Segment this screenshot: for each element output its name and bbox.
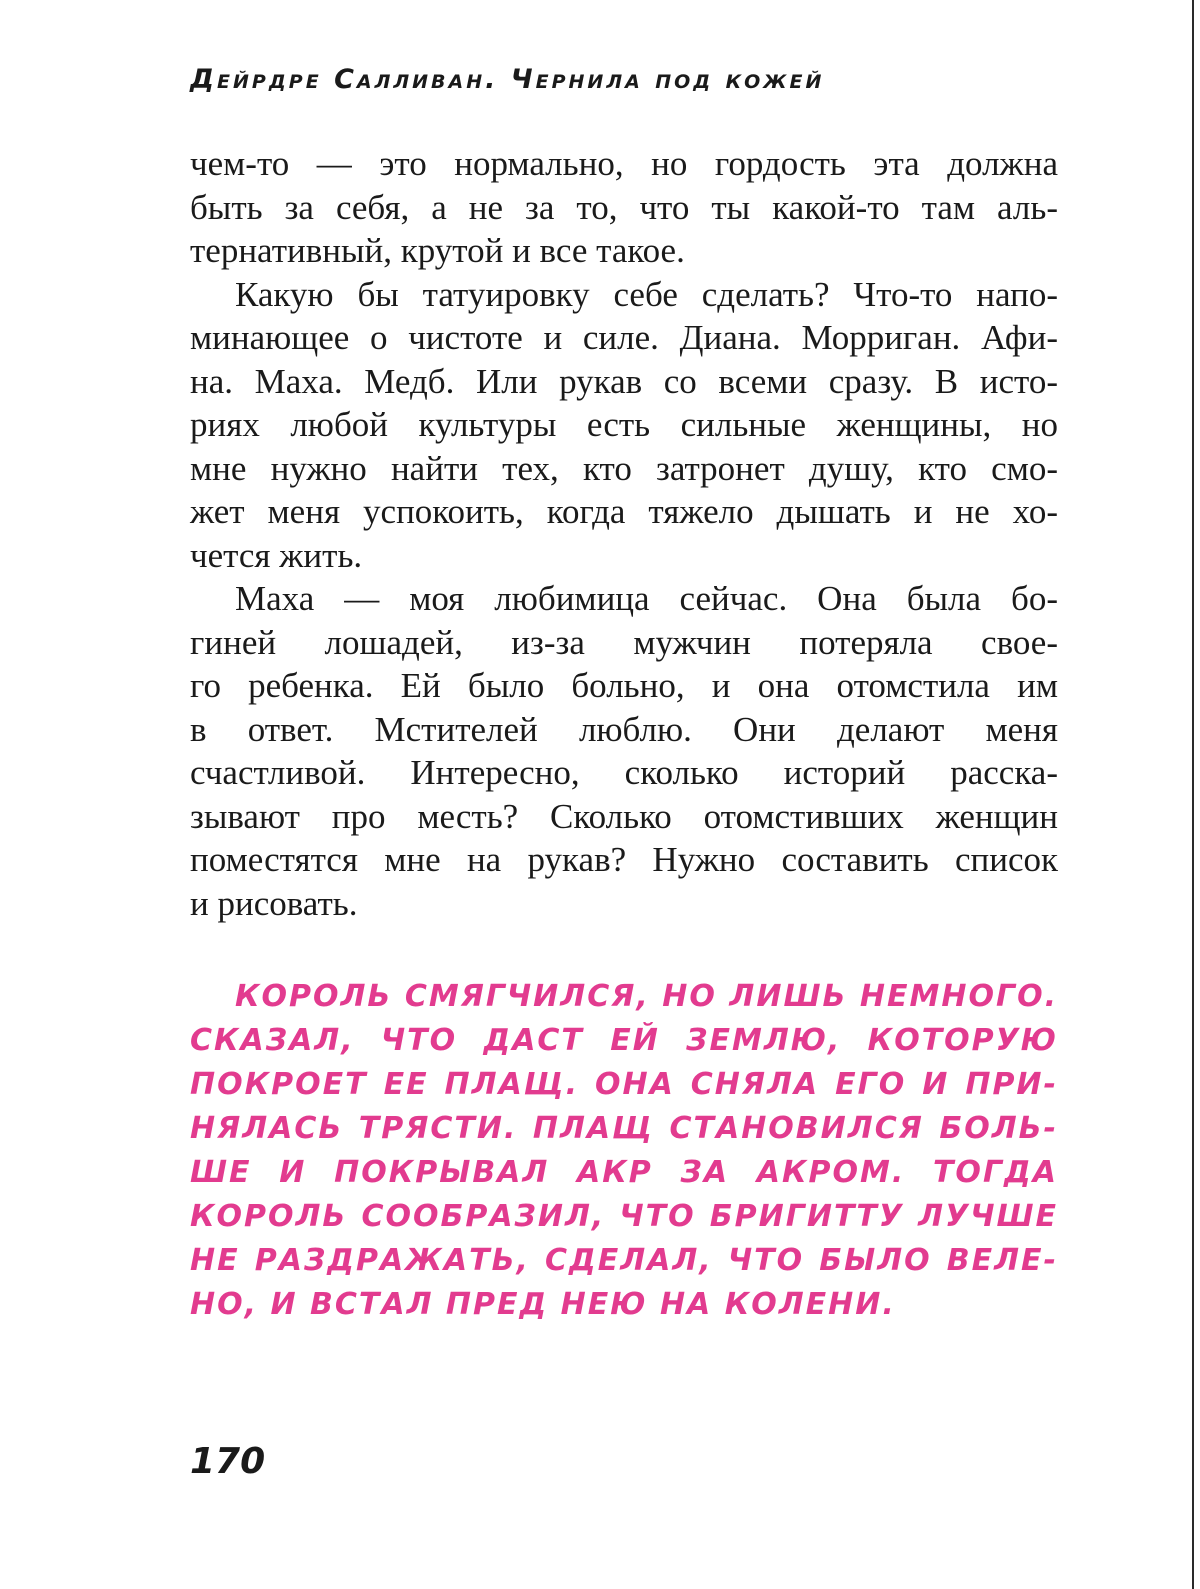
text-line: мне нужно найти тех, кто затронет душу, кто смо-: [190, 448, 1058, 488]
text-line: чем-то — это нормально, но гордость эта должна: [190, 144, 1058, 183]
running-header: Дейрдре Салливан. Чернила под кожей: [190, 64, 825, 95]
text-line: риях любой культуры есть сильные женщины, но: [190, 405, 1058, 444]
text-line: и рисовать.: [190, 883, 358, 923]
paragraph-1: [190, 142, 1058, 273]
body-text: [190, 142, 1058, 925]
paragraph-2: [190, 273, 1058, 578]
text-line: минающее о чистоте и силе. Диана. Морриган. Афи-: [190, 318, 1058, 357]
story-line: НЯЛАСЬ ТРЯСТИ. ПЛАЩ СТАНОВИЛСЯ БОЛЬ-: [190, 1111, 1058, 1146]
text-line: го ребенка. Ей было больно, и она отомстила им: [190, 666, 1058, 705]
text-line: Маха — моя любимица сейчас. Она была бо-: [235, 579, 1058, 618]
text-line: жет меня успокоить, когда тяжело дышать и не хо-: [190, 492, 1058, 531]
story-line: СКАЗАЛ, ЧТО ДАСТ ЕЙ ЗЕМЛЮ, КОТОРУЮ: [190, 1023, 1058, 1058]
story-line: КОРОЛЬ СМЯГЧИЛСЯ, НО ЛИШЬ НЕМНОГО.: [235, 979, 1058, 1014]
text-line: Какую бы татуировку себе сделать? Что-то напо-: [235, 274, 1058, 314]
story-excerpt: [190, 975, 1058, 1327]
story-line: ПОКРОЕТ ЕЕ ПЛАЩ. ОНА СНЯЛА ЕГО И ПРИ-: [190, 1067, 1058, 1102]
text-line: на. Маха. Медб. Или рукав со всеми сразу. В исто-: [190, 361, 1058, 401]
text-line: зывают про месть? Сколько отомстивших женщин: [190, 796, 1058, 836]
page-number: 170: [190, 1441, 266, 1482]
text-line: тернативный, крутой и все такое.: [190, 231, 685, 270]
story-line: НО, И ВСТАЛ ПРЕД НЕЮ НА КОЛЕНИ.: [190, 1287, 896, 1322]
text-line: чется жить.: [190, 535, 363, 575]
story-line: ШЕ И ПОКРЫВАЛ АКР ЗА АКРОМ. ТОГДА: [190, 1155, 1058, 1190]
paragraph-3: [190, 577, 1058, 925]
text-line: быть за себя, а не за то, что ты какой-то там аль-: [190, 187, 1058, 227]
story-line: НЕ РАЗДРАЖАТЬ, СДЕЛАЛ, ЧТО БЫЛО ВЕЛЕ-: [190, 1243, 1058, 1278]
story-line: КОРОЛЬ СООБРАЗИЛ, ЧТО БРИГИТТУ ЛУЧШЕ: [190, 1199, 1058, 1234]
text-line: поместятся мне на рукав? Нужно составить список: [190, 840, 1058, 879]
text-line: в ответ. Мстителей люблю. Они делают меня: [190, 709, 1058, 749]
page-edge: [1192, 0, 1200, 1589]
text-line: гиней лошадей, из-за мужчин потеряла свое-: [190, 622, 1058, 662]
text-line: счастливой. Интересно, сколько историй расска-: [190, 753, 1058, 792]
